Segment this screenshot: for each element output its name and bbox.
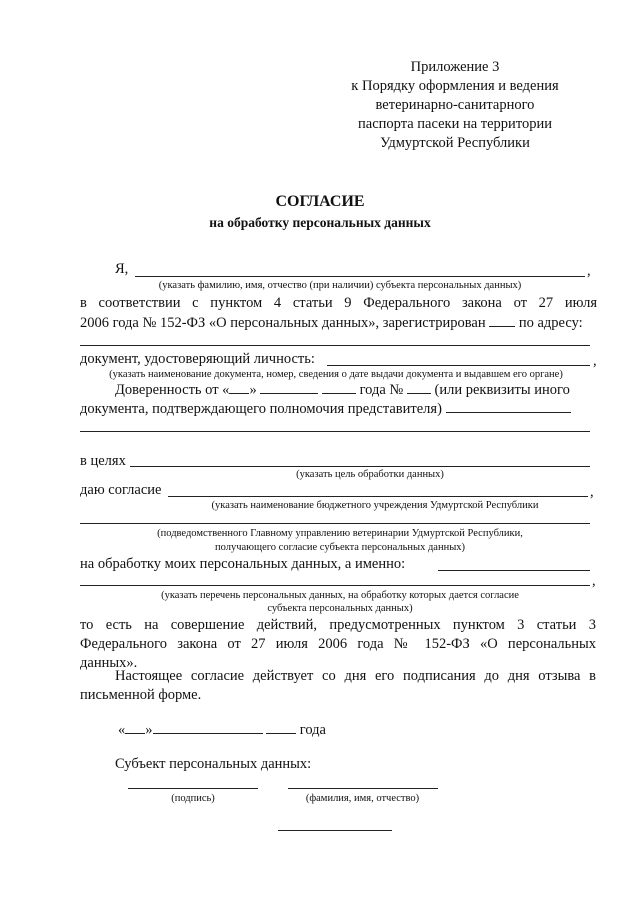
consent-label: даю согласие [80, 482, 162, 498]
hint-fio: (указать фамилию, имя, отчество (при наличии) субъекта персональных данных) [158, 280, 522, 291]
subject-label: Субъект персональных данных: [115, 756, 312, 772]
document-title: СОГЛАСИЕ [275, 193, 365, 210]
power-number-field[interactable] [407, 381, 431, 394]
hint-subordinate-1: (подведомственного Главному управлению ветеринарии Удмуртской Республики, [157, 528, 523, 539]
actions-line-2: Федерального закона от 27 июля 2006 года № 152-ФЗ «О персональных [80, 636, 596, 652]
hint-document: (указать наименование документа, номер, сведения о дате выдачи документа и выдавшем его органе) [109, 369, 563, 380]
power-year-field[interactable] [322, 381, 356, 394]
hint-subordinate-2: получающего согласие субъекта персональных данных) [214, 542, 466, 553]
signature-field[interactable] [128, 788, 258, 789]
date-month-field[interactable] [153, 721, 263, 734]
appendix-line-4: паспорта пасеки на территории [358, 116, 552, 132]
data-list-comma: , [592, 573, 596, 589]
power-details-field-2[interactable] [80, 431, 590, 432]
appendix-line-2: к Порядку оформления и ведения [351, 78, 559, 94]
document-comma: , [593, 353, 597, 369]
hint-purpose: (указать цель обработки данных) [296, 469, 444, 480]
power-day-field[interactable] [229, 381, 249, 394]
power-line-2-text: документа, подтверждающего полномочия представителя) [80, 401, 442, 417]
hint-institution: (указать наименование бюджетного учреждения Удмуртской Республики [211, 500, 539, 511]
law-line-1: в соответствии с пунктом 4 статьи 9 Федерального закона от 27 июля [80, 295, 597, 311]
actions-line-1: то есть на совершение действий, предусмотренных пунктом 3 статьи 3 [80, 617, 596, 633]
appendix-line-3: ветеринарно-санитарного [375, 97, 535, 113]
data-list-field-2[interactable] [80, 585, 590, 586]
appendix-line-1: Приложение 3 [410, 59, 500, 75]
institution-field-2[interactable] [80, 523, 590, 524]
processing-label: на обработку моих персональных данных, а именно: [80, 556, 406, 572]
law-line-2 [80, 314, 583, 332]
date-year-label: года [299, 722, 326, 738]
purpose-field[interactable] [130, 466, 590, 467]
purpose-label: в целях [80, 453, 126, 469]
power-quote-close: » [249, 382, 257, 398]
power-details-field[interactable] [446, 400, 571, 413]
date-year-field[interactable] [266, 721, 296, 734]
power-month-field[interactable] [260, 381, 318, 394]
date-quote-open: « [118, 722, 126, 738]
date-quote-close: » [145, 722, 153, 738]
appendix-header [330, 58, 580, 153]
document-label: документ, удостоверяющий личность: [80, 351, 315, 367]
date-line [118, 721, 326, 739]
hint-signature: (подпись) [171, 793, 215, 804]
data-list-field[interactable] [438, 570, 590, 571]
institution-field[interactable] [168, 496, 588, 497]
address-field[interactable] [80, 345, 590, 346]
fio-field[interactable] [135, 276, 585, 277]
registered-suffix-field[interactable] [489, 314, 515, 327]
document-subtitle: на обработку персональных данных [209, 215, 431, 230]
subject-name-field[interactable] [288, 788, 438, 789]
date-day-field[interactable] [125, 721, 145, 734]
fio-comma: , [587, 263, 591, 279]
institution-comma: , [590, 484, 594, 500]
law-line-2-text: 2006 года № 152-ФЗ «О персональных данных», зарегистрирован [80, 315, 486, 331]
document-field[interactable] [327, 365, 590, 366]
validity-line-1: Настоящее согласие действует со дня его подписания до дня отзыва в [115, 668, 596, 684]
hint-list-2: субъекта персональных данных) [267, 603, 413, 614]
power-line-2 [80, 400, 571, 418]
closing-line [278, 830, 392, 831]
hint-list-1: (указать перечень персональных данных, на обработку которых дается согласие [161, 590, 519, 601]
power-from-label: Доверенность от « [115, 382, 230, 398]
hint-name: (фамилия, имя, отчество) [305, 793, 420, 804]
actions-line-3: данных». [80, 655, 138, 671]
power-alternative-label: (или реквизиты иного [434, 382, 570, 398]
appendix-line-5: Удмуртской Республики [380, 135, 530, 151]
power-year-label: года № [359, 382, 404, 398]
address-label: по адресу: [518, 315, 583, 331]
validity-line-2: письменной форме. [80, 687, 202, 703]
power-line-1 [115, 381, 570, 399]
ya-label: Я, [115, 261, 129, 277]
